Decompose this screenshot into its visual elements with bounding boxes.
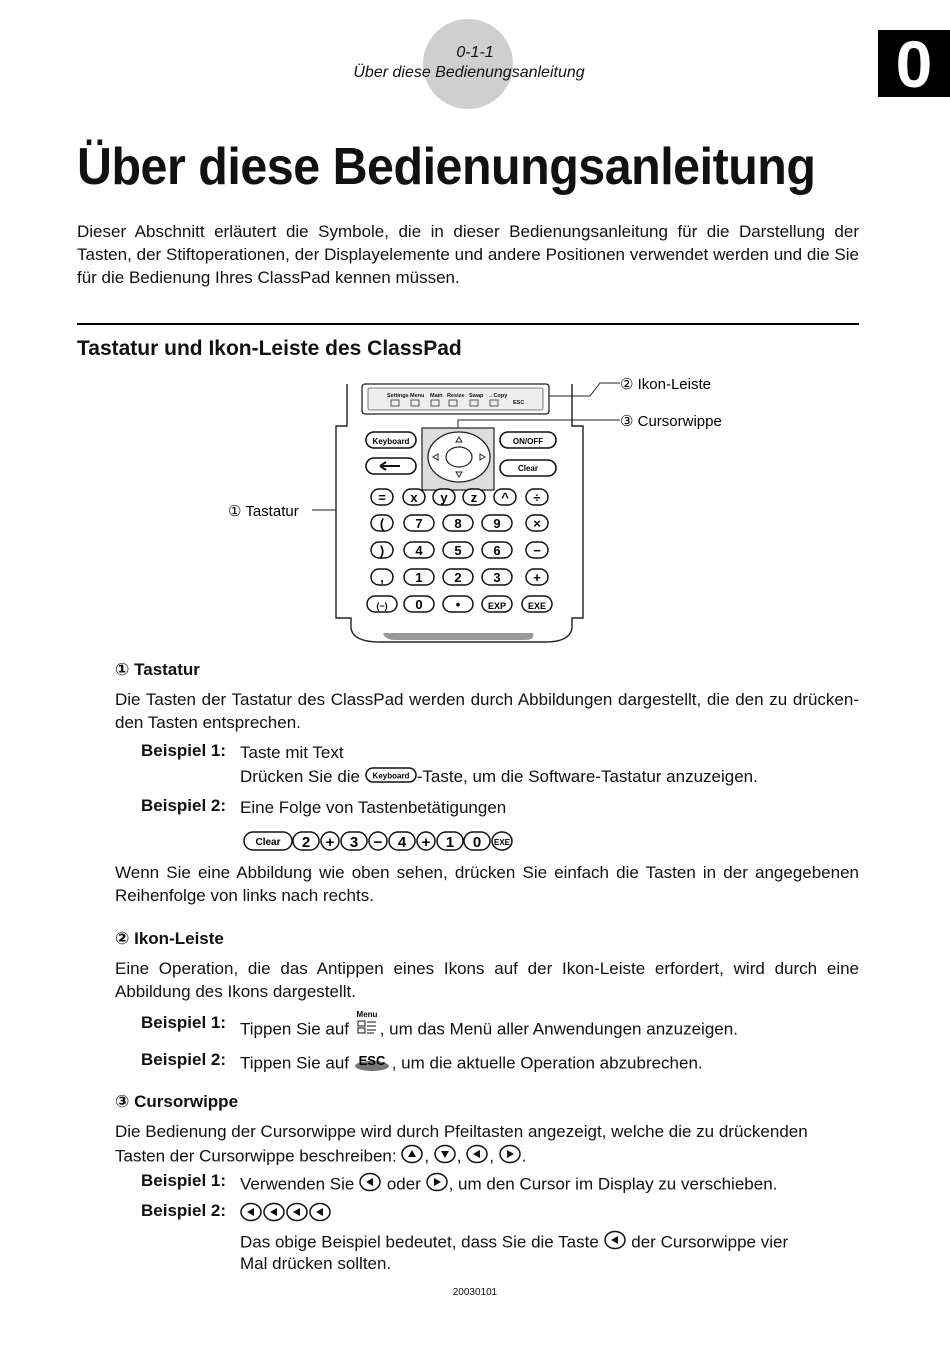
keyboard-key-icon — [365, 766, 417, 790]
sec1-title: ① Tastatur — [115, 660, 200, 679]
figure-key — [482, 542, 512, 558]
cursor-left-icon — [240, 1201, 263, 1229]
sequence-key — [341, 832, 367, 851]
figure-key — [371, 542, 393, 558]
cursor-right-icon — [426, 1171, 449, 1199]
sec3-ex2-desc-line2: Mal drücken sollten. — [240, 1254, 392, 1273]
svg-text:1: 1 — [415, 570, 423, 585]
svg-text:z: z — [470, 490, 478, 505]
figure-key — [463, 489, 485, 505]
esc-icon — [354, 1050, 392, 1078]
page-title: Über diese Bedienungsanleitung — [77, 138, 816, 196]
sequence-key — [244, 832, 292, 850]
svg-text:): ) — [379, 543, 385, 558]
sec2-text: Eine Operation, die das Antippen eines Ikons auf der Ikon-Leiste erfordert, wird durch eine Abbildung des Ikons dargestellt. — [115, 959, 859, 1001]
sec2-ex1-text: Tippen Sie auf Menu , um das Menü aller Anwendungen anzuzeigen. — [240, 1013, 738, 1047]
sequence-key — [293, 832, 319, 851]
sec1-ex2-label: Beispiel 2: — [141, 796, 227, 815]
cursor-up-icon — [401, 1143, 424, 1171]
callout-cursor-pad: ③ Cursorwippe — [620, 413, 722, 430]
cursor-left-icon — [286, 1201, 309, 1229]
cursor-left-icon — [263, 1201, 286, 1229]
svg-text:^: ^ — [501, 490, 509, 505]
intro-paragraph: Dieser Abschnitt erläutert die Symbole, die in dieser Bedienungsanleitung für die Darstellung der Tasten, der Stiftoperationen, der Displayelemente und andere Positionen verwendet werden und die Sie für die Bedienung Ihres ClassPad kennen müssen. — [77, 222, 859, 287]
key-keyboard: Keyboard — [372, 437, 410, 446]
svg-text:ESC: ESC — [358, 1053, 386, 1068]
figure-key — [367, 596, 397, 612]
sequence-key — [437, 832, 463, 851]
sec1-after: Wenn Sie eine Abbildung wie oben sehen, drücken Sie einfach die Tasten in der angegebenen Reihenfolge von links nach rechts. — [115, 863, 859, 905]
sequence-key — [417, 832, 435, 851]
svg-text:=: = — [378, 490, 386, 505]
figure-key — [482, 596, 512, 612]
sequence-key — [492, 832, 512, 850]
sec3-text-line2: Tasten der Cursorwippe beschreiben: , , , . — [115, 1143, 526, 1171]
figure-key — [526, 489, 548, 505]
figure-key — [404, 515, 434, 531]
cursor-left-icon — [466, 1143, 489, 1171]
iconbar-settings: Settings — [387, 393, 409, 399]
svg-text:,: , — [380, 570, 384, 585]
cursor-left-icon — [309, 1201, 332, 1229]
svg-text:+: + — [421, 834, 431, 851]
figure-key — [433, 489, 455, 505]
iconbar-copy: →Copy — [488, 393, 508, 399]
figure-key — [526, 569, 548, 585]
sec3-ex2-label: Beispiel 2: — [141, 1201, 227, 1220]
figure-key — [404, 569, 434, 585]
sec3-ex2-keys — [240, 1201, 332, 1229]
key-clear: Clear — [517, 464, 539, 473]
sec2-title: ② Ikon-Leiste — [115, 929, 224, 948]
svg-text:EXE: EXE — [493, 838, 511, 847]
sec3-ex2-desc: Das obige Beispiel bedeutet, dass Sie die Taste der Cursorwippe vier — [240, 1229, 788, 1257]
figure-key — [403, 489, 425, 505]
svg-text:0: 0 — [415, 597, 423, 612]
sec1-text: Die Tasten der Tastatur des ClassPad werden durch Abbildungen dargestellt, die den zu drücken-den Tasten entsprechen. — [115, 690, 859, 732]
sec1-ex1-line1: Taste mit Text — [240, 743, 344, 762]
figure-key — [443, 596, 473, 612]
figure-key — [526, 542, 548, 558]
figure-key — [522, 596, 552, 612]
svg-text:2: 2 — [301, 834, 311, 851]
iconbar-resize: Resize — [447, 393, 465, 399]
sec2-ex2-label: Beispiel 2: — [141, 1050, 227, 1069]
classpad-keyboard-figure — [220, 370, 760, 650]
sec2-ex1-label: Beispiel 1: — [141, 1013, 227, 1032]
svg-text:9: 9 — [493, 516, 501, 531]
callout-icon-bar: ② Ikon-Leiste — [620, 376, 711, 393]
sec3-ex1-text: Verwenden Sie oder , um den Cursor im Display zu verschieben. — [240, 1171, 777, 1199]
figure-key — [371, 489, 393, 505]
chapter-tab: 0 — [878, 30, 950, 97]
svg-text:Clear: Clear — [255, 837, 281, 848]
svg-text:÷: ÷ — [533, 490, 541, 505]
svg-text:y: y — [440, 490, 448, 505]
sec2-ex2-text: Tippen Sie auf ESC , um die aktuelle Operation abzubrechen. — [240, 1050, 703, 1078]
figure-key — [526, 515, 548, 531]
svg-text:4: 4 — [415, 543, 423, 558]
sec1-ex2-text: Eine Folge von Tastenbetätigungen — [240, 798, 507, 817]
svg-text:6: 6 — [493, 543, 501, 558]
svg-text:Keyboard: Keyboard — [372, 771, 410, 781]
figure-key — [482, 515, 512, 531]
svg-text:x: x — [410, 490, 418, 505]
svg-text:8: 8 — [454, 516, 462, 531]
section-title: Tastatur und Ikon-Leiste des ClassPad — [77, 337, 462, 360]
sequence-key — [389, 832, 415, 851]
figure-key — [443, 569, 473, 585]
figure-key — [404, 542, 434, 558]
figure-key — [443, 542, 473, 558]
callout-keyboard: ① Tastatur — [228, 503, 299, 520]
key-onoff: ON/OFF — [512, 437, 544, 446]
figure-key — [371, 515, 393, 531]
header-title: Über diese Bedienungsanleitung — [353, 64, 585, 81]
svg-text:(: ( — [379, 516, 385, 531]
sec1-ex1-label: Beispiel 1: — [141, 741, 227, 760]
svg-text:2: 2 — [454, 570, 462, 585]
section-rule — [77, 323, 859, 325]
sec1-ex1-line2: Drücken Sie die Keyboard -Taste, um die Software-Tastatur anzuzeigen. — [240, 765, 758, 790]
page-number: 0-1-1 — [456, 44, 494, 61]
svg-text:−: − — [533, 543, 541, 558]
svg-text:3: 3 — [493, 570, 501, 585]
cursor-right-icon — [499, 1143, 522, 1171]
footer-code: 20030101 — [452, 1287, 498, 1298]
svg-text:EXP: EXP — [487, 601, 507, 611]
key-sequence — [242, 829, 572, 853]
sequence-key — [464, 832, 490, 851]
cursor-left-icon — [604, 1229, 627, 1257]
figure-key — [371, 569, 393, 585]
svg-text:EXE: EXE — [527, 601, 547, 611]
sequence-key — [369, 832, 387, 851]
svg-text:1: 1 — [445, 834, 455, 851]
svg-text:•: • — [455, 597, 461, 612]
svg-text:+: + — [325, 834, 335, 851]
iconbar-swap: Swap — [469, 393, 484, 399]
iconbar-esc: ESC — [513, 400, 525, 406]
svg-text:Menu: Menu — [356, 1010, 378, 1019]
svg-text:+: + — [533, 570, 541, 585]
svg-text:5: 5 — [454, 543, 462, 558]
figure-key — [404, 596, 434, 612]
sec3-ex1-label: Beispiel 1: — [141, 1171, 227, 1190]
svg-text:4: 4 — [397, 834, 407, 851]
svg-text:3: 3 — [349, 834, 359, 851]
sequence-key — [321, 832, 339, 851]
figure-key — [443, 515, 473, 531]
figure-key — [482, 569, 512, 585]
menu-icon — [354, 1009, 380, 1043]
svg-text:(−): (−) — [376, 601, 388, 611]
figure-key — [494, 489, 516, 505]
svg-text:−: − — [373, 834, 383, 851]
svg-text:×: × — [533, 516, 541, 531]
iconbar-main: Main — [430, 393, 443, 399]
svg-text:0: 0 — [472, 834, 482, 851]
sec3-title: ③ Cursorwippe — [115, 1092, 239, 1111]
svg-text:7: 7 — [415, 516, 423, 531]
cursor-left-icon — [359, 1171, 382, 1199]
iconbar-menu: Menu — [410, 393, 425, 399]
cursor-down-icon — [434, 1143, 457, 1171]
sec3-text-line1: Die Bedienung der Cursorwippe wird durch Pfeiltasten angezeigt, welche die zu drückenden — [115, 1122, 808, 1141]
